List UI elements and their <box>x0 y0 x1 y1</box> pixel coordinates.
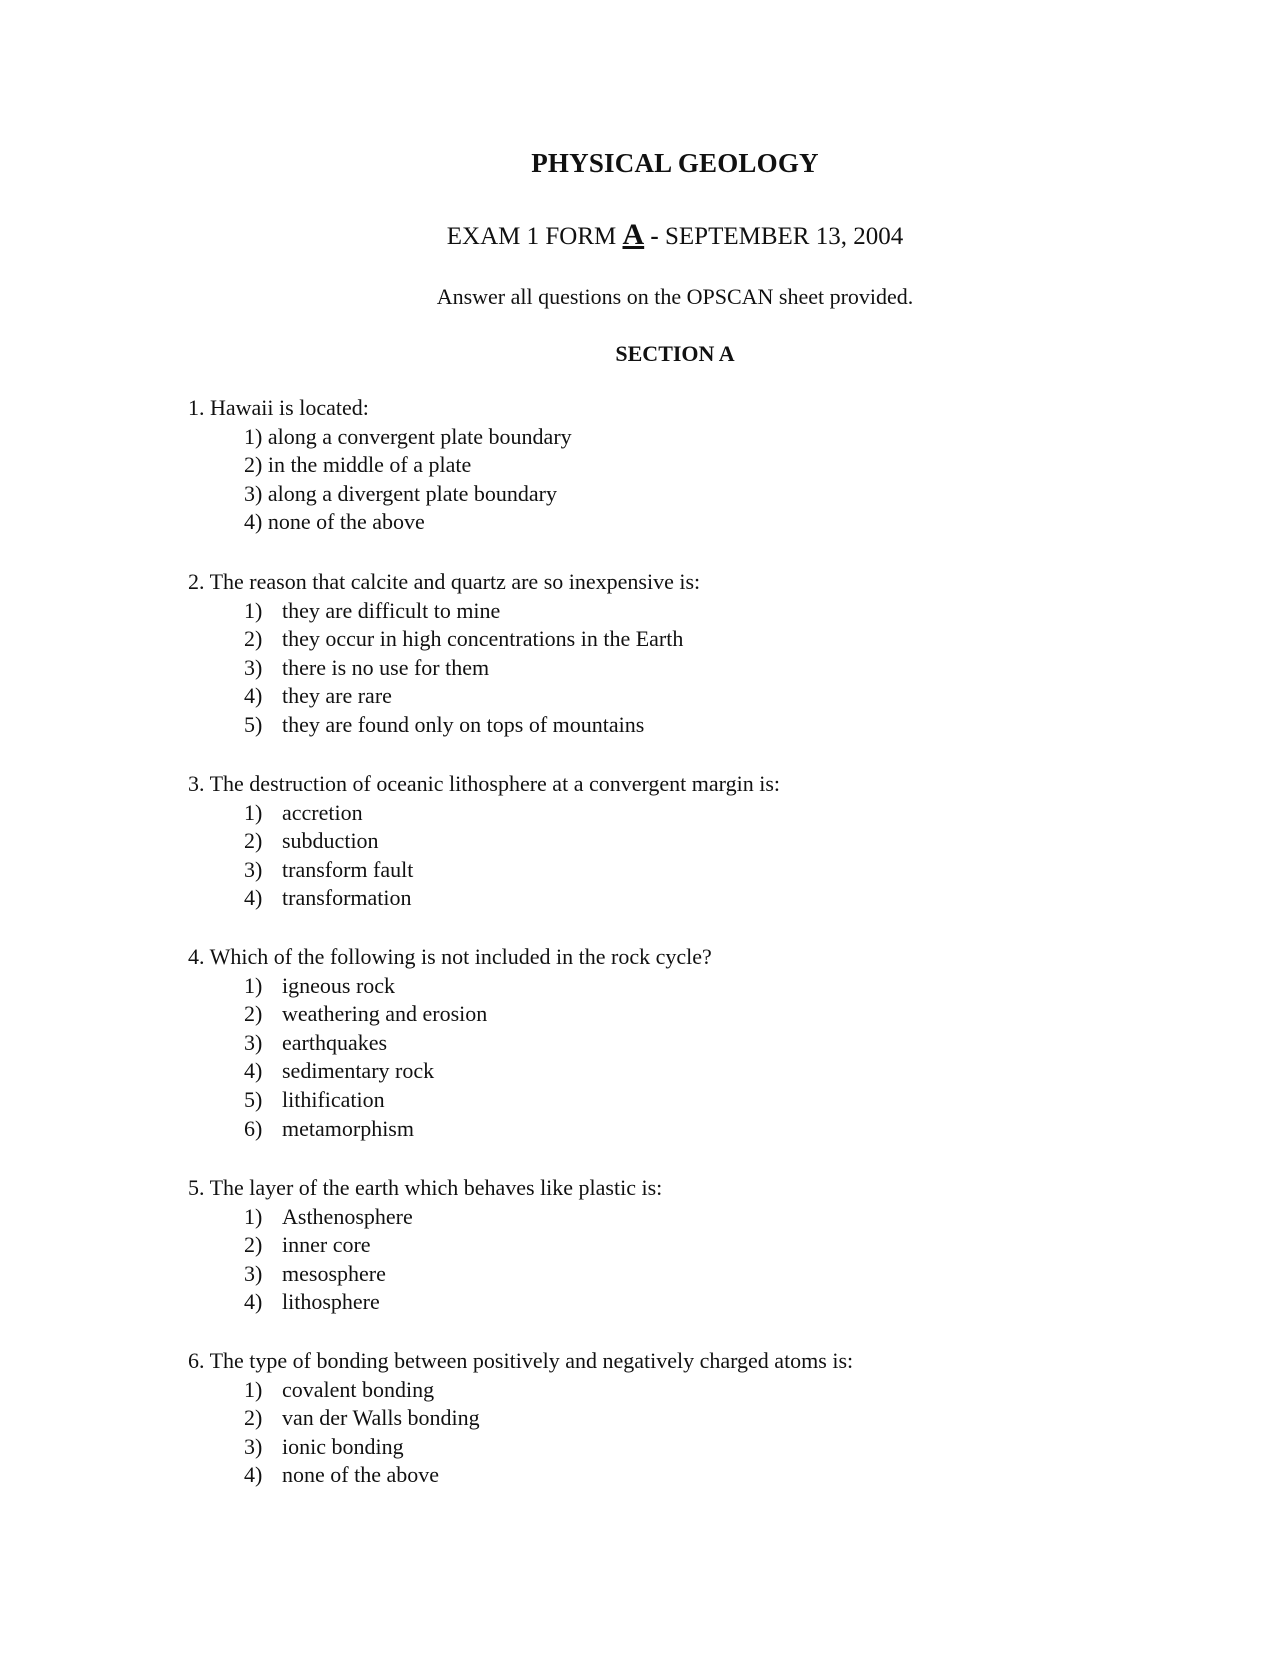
option-number: 4) <box>244 509 263 535</box>
option-list <box>188 799 1228 913</box>
option-number: 4) <box>244 1462 263 1488</box>
exam-prefix: EXAM 1 FORM <box>446 223 617 250</box>
option-number: 1) <box>244 1376 263 1402</box>
option-number: 5) <box>244 1086 263 1112</box>
question-2 <box>188 568 1228 740</box>
option-text: in the middle of a plate <box>267 452 472 478</box>
option-text: covalent bonding <box>282 1376 435 1402</box>
exam-date: SEPTEMBER 13, 2004 <box>665 223 904 250</box>
option-item <box>188 597 1228 626</box>
question-stem: 5. The layer of the earth which behaves like plastic is: <box>188 1175 663 1200</box>
option-number: 4) <box>244 1289 263 1315</box>
option-number: 2) <box>244 828 263 854</box>
option-text: earthquakes <box>282 1029 388 1055</box>
option-item <box>188 654 1228 683</box>
option-text: transformation <box>282 885 412 911</box>
question-4 <box>188 943 1228 1143</box>
option-text: they are difficult to mine <box>282 597 501 623</box>
option-number: 3) <box>244 480 263 506</box>
option-item <box>188 1029 1228 1058</box>
option-item <box>188 508 1228 537</box>
option-list <box>188 423 1228 537</box>
option-item <box>188 972 1228 1001</box>
option-list <box>188 597 1228 740</box>
option-text: mesosphere <box>282 1260 386 1286</box>
option-number: 3) <box>244 1433 263 1459</box>
option-number: 2) <box>244 1232 263 1258</box>
document-title: PHYSICAL GEOLOGY <box>531 148 819 178</box>
option-text: metamorphism <box>282 1115 414 1141</box>
option-text: Asthenosphere <box>282 1203 413 1229</box>
option-item <box>188 1461 1228 1490</box>
option-item <box>188 423 1228 452</box>
exam-dash: - <box>650 223 659 250</box>
option-number: 3) <box>244 1260 263 1286</box>
option-number: 1) <box>244 423 263 449</box>
option-text: they occur in high concentrations in the Earth <box>282 626 684 652</box>
option-text: ionic bonding <box>282 1433 404 1459</box>
question-3 <box>188 770 1228 913</box>
option-item <box>188 682 1228 711</box>
option-item <box>188 625 1228 654</box>
option-text: along a convergent plate boundary <box>267 423 572 449</box>
question-6 <box>188 1347 1228 1490</box>
option-text: van der Walls bonding <box>282 1405 480 1431</box>
exam-form-line <box>0 218 1280 252</box>
option-number: 3) <box>244 654 263 680</box>
option-item <box>188 1115 1228 1144</box>
option-item <box>188 451 1228 480</box>
question-stem: 4. Which of the following is not included in the rock cycle? <box>188 944 712 969</box>
option-number: 3) <box>244 856 263 882</box>
option-text: there is no use for them <box>282 654 490 680</box>
form-letter: A <box>622 218 645 251</box>
option-number: 1) <box>244 597 263 623</box>
option-item <box>188 1086 1228 1115</box>
option-item <box>188 1203 1228 1232</box>
question-5 <box>188 1174 1228 1317</box>
question-1 <box>188 394 1228 537</box>
option-number: 1) <box>244 799 263 825</box>
option-item <box>188 1057 1228 1086</box>
option-number: 2) <box>244 1405 263 1431</box>
option-text: none of the above <box>282 1462 439 1488</box>
option-item <box>188 480 1228 509</box>
option-number: 5) <box>244 711 263 737</box>
option-item <box>188 1231 1228 1260</box>
option-number: 2) <box>244 1001 263 1027</box>
option-text: they are rare <box>282 683 392 709</box>
option-item <box>188 1260 1228 1289</box>
option-item <box>188 799 1228 828</box>
option-item <box>188 884 1228 913</box>
question-stem: 3. The destruction of oceanic lithosphere at a convergent margin is: <box>188 771 780 796</box>
option-text: sedimentary rock <box>282 1058 435 1084</box>
instructions: Answer all questions on the OPSCAN sheet provided. <box>436 284 914 309</box>
option-list <box>188 972 1228 1144</box>
option-text: lithification <box>282 1086 385 1112</box>
option-item <box>188 1404 1228 1433</box>
option-text: lithosphere <box>282 1289 380 1315</box>
option-number: 1) <box>244 972 263 998</box>
question-stem: 2. The reason that calcite and quartz are so inexpensive is: <box>188 569 701 594</box>
option-text: along a divergent plate boundary <box>267 480 557 506</box>
option-number: 3) <box>244 1029 263 1055</box>
option-number: 4) <box>244 1058 263 1084</box>
option-text: transform fault <box>282 856 414 882</box>
option-text: inner core <box>282 1232 371 1258</box>
option-item <box>188 1000 1228 1029</box>
option-number: 4) <box>244 683 263 709</box>
option-list <box>188 1203 1228 1317</box>
option-number: 2) <box>244 626 263 652</box>
option-item <box>188 827 1228 856</box>
option-number: 2) <box>244 452 263 478</box>
section-heading: SECTION A <box>615 341 735 366</box>
option-text: igneous rock <box>282 972 396 998</box>
question-stem: 1. Hawaii is located: <box>188 395 369 420</box>
option-text: accretion <box>282 799 363 825</box>
option-text: none of the above <box>267 509 425 535</box>
option-text: subduction <box>282 828 379 854</box>
option-item <box>188 1288 1228 1317</box>
option-number: 1) <box>244 1203 263 1229</box>
option-item <box>188 1376 1228 1405</box>
option-number: 6) <box>244 1115 263 1141</box>
question-stem: 6. The type of bonding between positively and negatively charged atoms is: <box>188 1348 854 1373</box>
option-item <box>188 1433 1228 1462</box>
option-item <box>188 711 1228 740</box>
option-text: weathering and erosion <box>282 1001 488 1027</box>
option-text: they are found only on tops of mountains <box>282 711 645 737</box>
option-item <box>188 856 1228 885</box>
option-list <box>188 1376 1228 1490</box>
option-number: 4) <box>244 885 263 911</box>
